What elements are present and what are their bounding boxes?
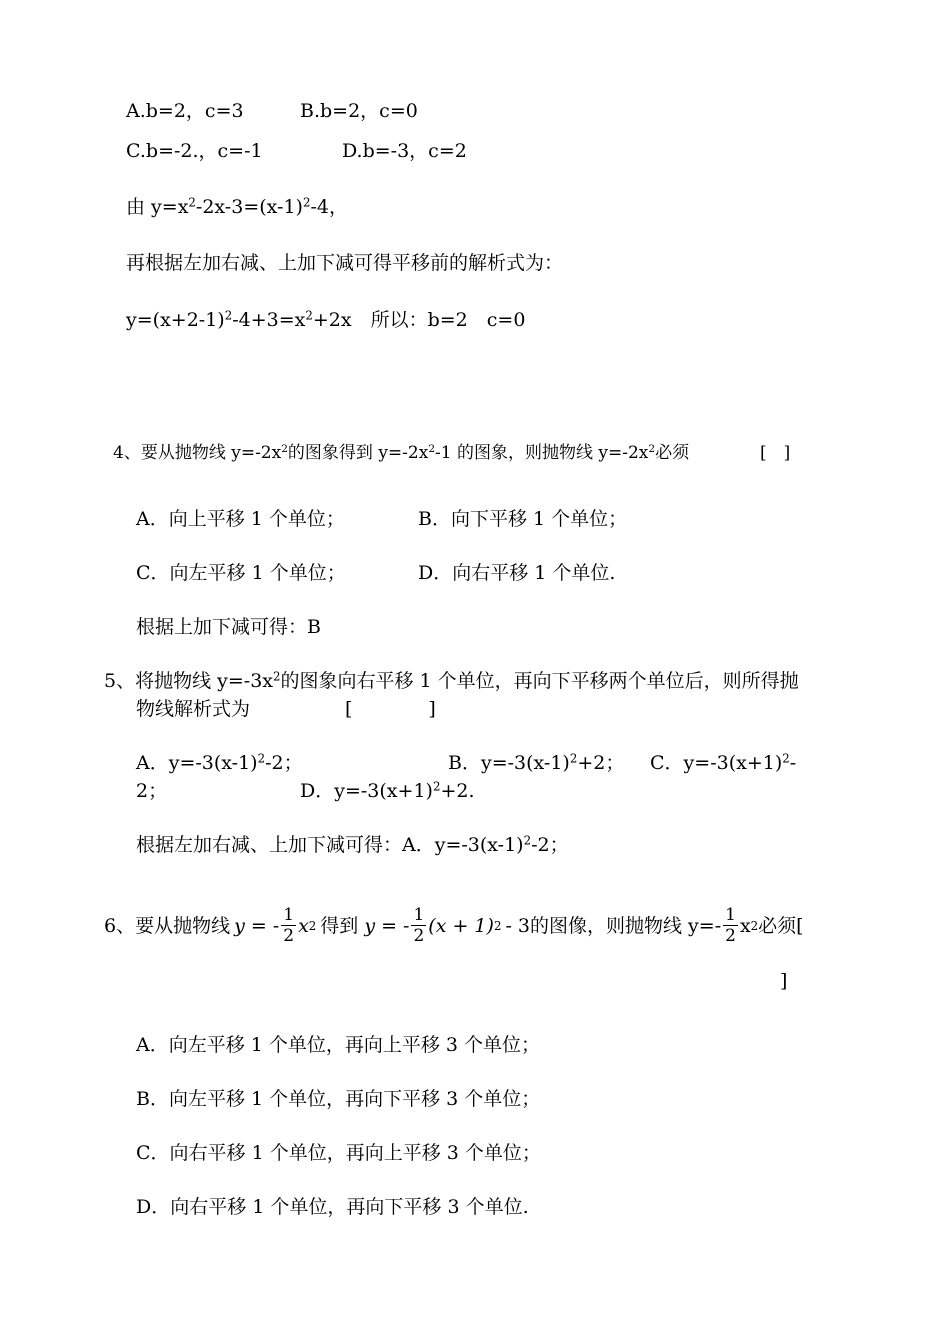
- q5-option-d: D．$y=-3(x+1)^2+2$.: [300, 779, 475, 802]
- q4-option-c: C．向左平移 1 个单位；: [136, 562, 346, 584]
- q5-answer-bracket: [ ]: [345, 698, 436, 720]
- q6-option-d: D．向右平移 1 个单位，再向下平移 3 个单位.: [136, 1196, 529, 1218]
- q3-solution-line-2: 再根据左加右减、上加下减可得平移前的解析式为：: [126, 252, 564, 274]
- q6-option-c: C．向右平移 1 个单位，再向上平移 3 个单位；: [136, 1142, 541, 1164]
- q6-fraction-1: $\frac{1}{2}$: [283, 905, 295, 946]
- q3-solution-line-3: $y=(x+2-1)^2-4+3=x^2+2x$ 所以：b=2 c=0: [126, 308, 526, 331]
- q5-answer: 根据左加右减、上加下减可得：A．$y=-3(x-1)^2-2$；: [136, 833, 569, 856]
- q4-option-d: D．向右平移 1 个单位.: [418, 562, 616, 584]
- q3-option-a: A.b=2，c=3: [126, 100, 244, 122]
- q4-option-b: B．向下平移 1 个单位；: [418, 508, 628, 530]
- q6-stem: 6、要从抛物线 y = - $\frac{1}{2}$ x 2 得到 y = - $\frac{1}{2}$ (x + 1) 2 - 3 的图像，则抛物线 y=- $\frac{1}{2}$ x 2 必须[: [104, 905, 804, 946]
- q3-option-c: C.b=-2.，c=-1: [126, 140, 263, 162]
- q6-fraction-3: $\frac{1}{2}$: [725, 905, 736, 946]
- q4-answer: 根据上加下减可得：B: [136, 616, 321, 638]
- q5-option-b: B．$y=-3(x-1)^2+2$；: [448, 751, 625, 774]
- q4-stem: 4、要从抛物线 $y=-2x^2$的图象得到 $y=-2x^2-1$ 的图象，则抛物线 $y=-2x^2$必须: [113, 443, 690, 463]
- q6-option-b: B．向左平移 1 个单位，再向下平移 3 个单位；: [136, 1088, 541, 1110]
- q5-option-a: A．$y=-3(x-1)^2-2$；: [136, 751, 303, 774]
- q3-option-b: B.b=2，c=0: [300, 100, 418, 122]
- q3-solution-line-1: 由 $y=x^2-2x-3=(x-1)^2-4$，: [126, 195, 348, 218]
- q6-option-a: A．向左平移 1 个单位，再向上平移 3 个单位；: [136, 1034, 541, 1056]
- q6-answer-bracket-close: ]: [780, 970, 788, 992]
- q3-option-d: D.b=-3，c=2: [342, 140, 467, 162]
- q5-option-c: C．$y=-3(x+1)^2-$: [650, 751, 797, 774]
- q4-option-a: A．向上平移 1 个单位；: [136, 508, 345, 530]
- q6-fraction-2: $\frac{1}{2}$: [413, 905, 425, 946]
- q5-stem-line-1: 5、将抛物线 $y=-3x^2$的图象向右平移 1 个单位，再向下平移两个单位后，则所得抛: [104, 669, 799, 692]
- q4-answer-bracket: [ ]: [760, 443, 791, 463]
- q5-stem-line-2: 物线解析式为: [136, 698, 251, 720]
- q5-option-c-continued: 2；: [136, 780, 168, 802]
